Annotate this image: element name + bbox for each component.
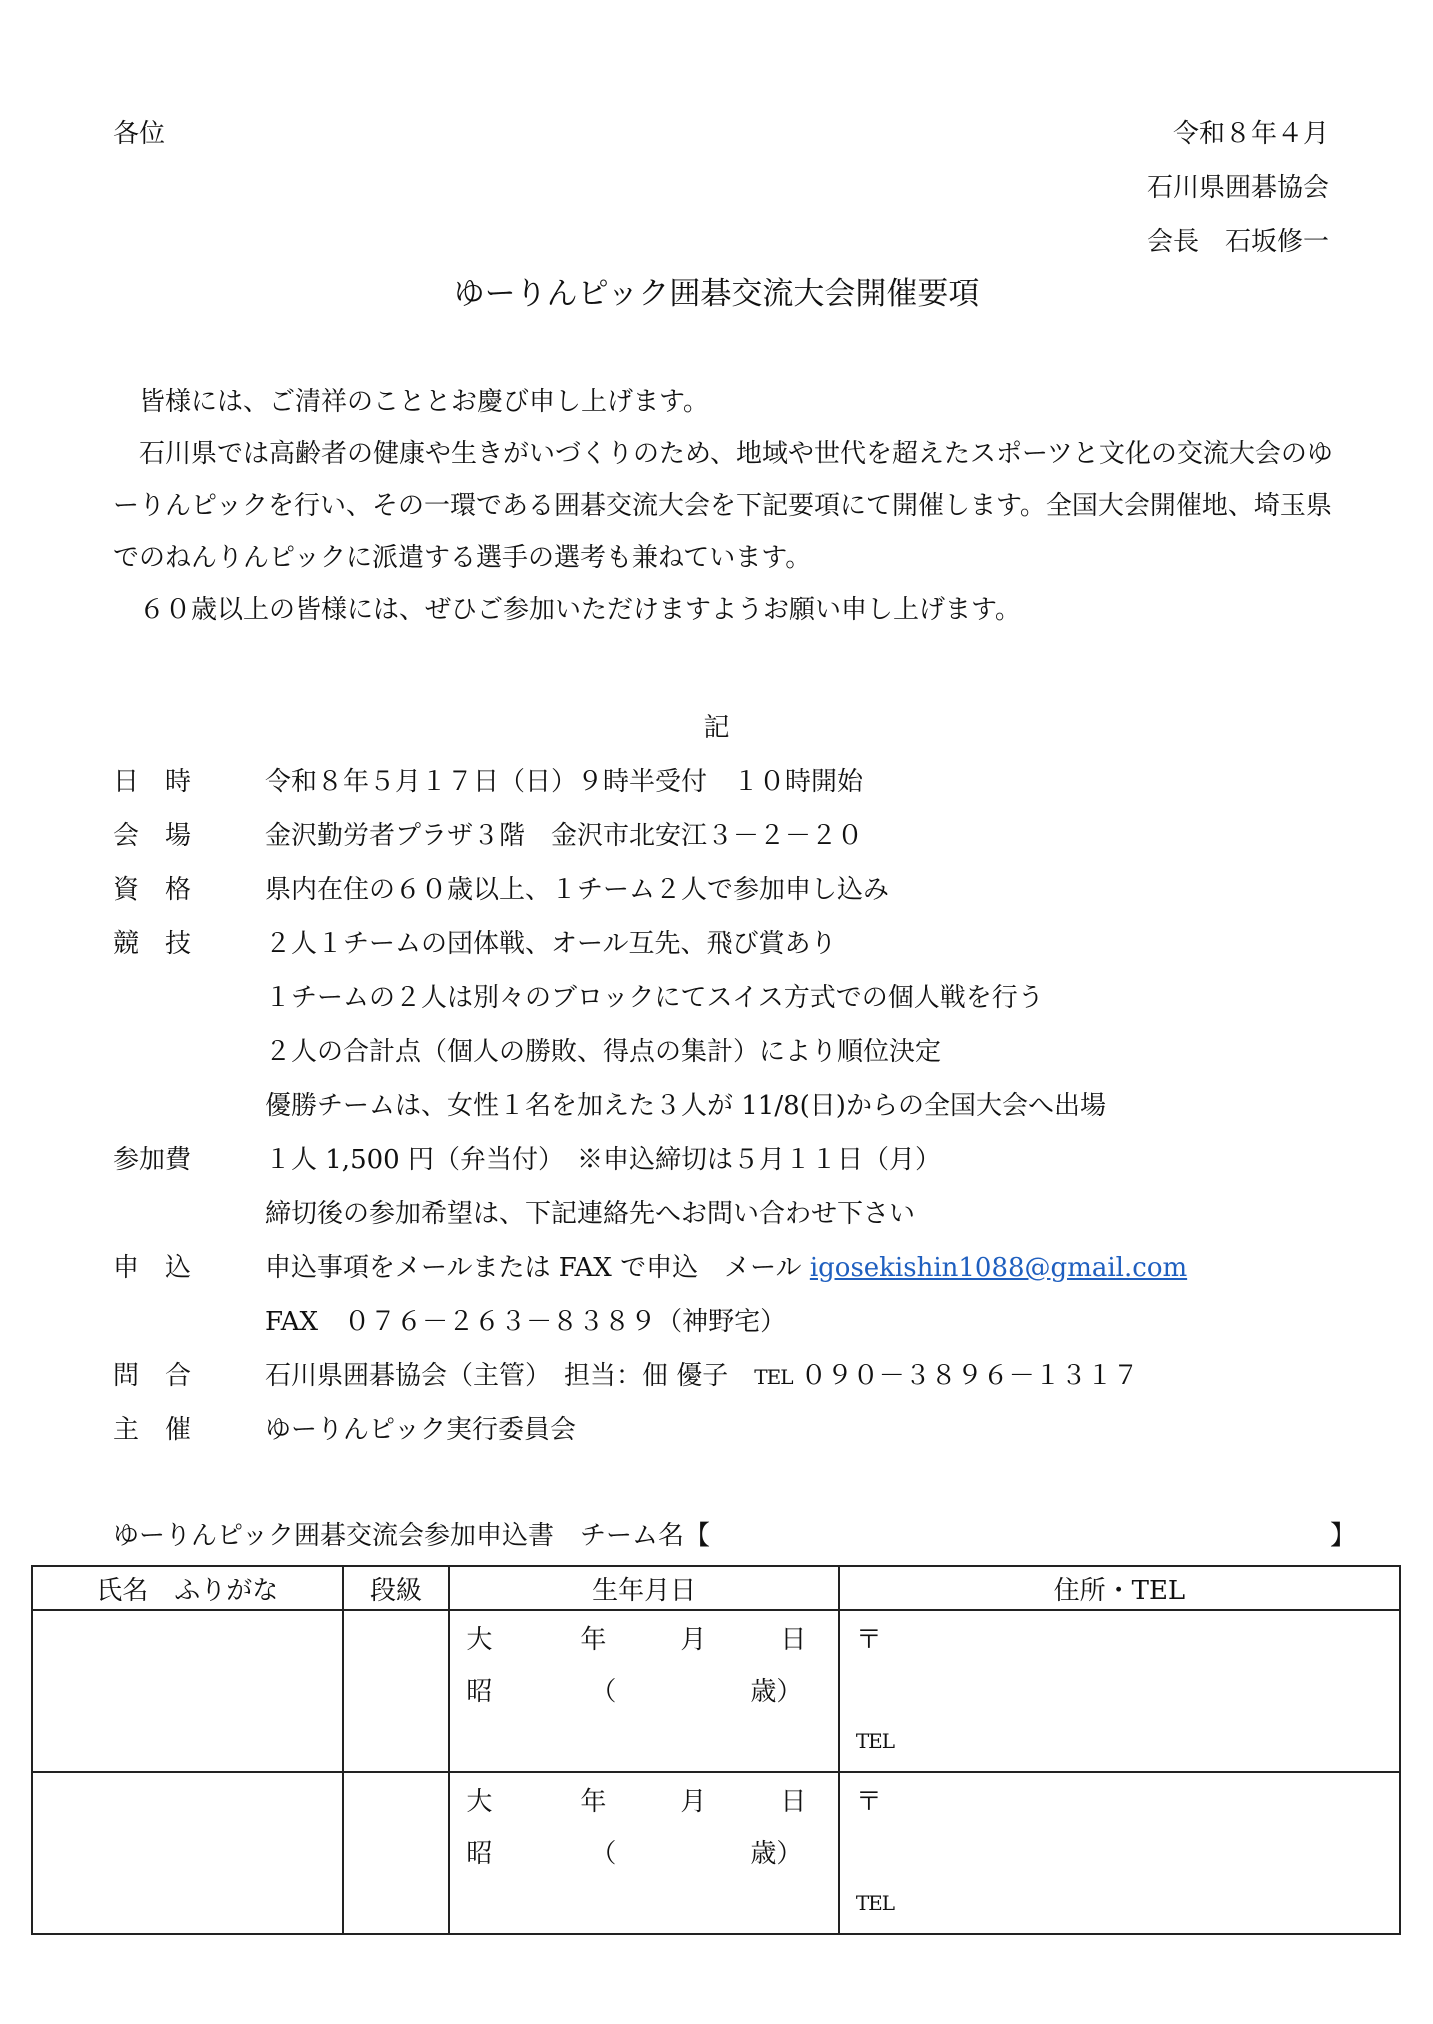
competition-line: 優勝チームは、女性１名を加えた３人が 11/8(日)からの全国大会へ出場 xyxy=(265,1091,1106,1121)
age-label: 歳） xyxy=(750,1677,803,1707)
intro-request: ６０歳以上の皆様には、ぜひご参加いただけますようお願い申し上げます。 xyxy=(113,595,1021,625)
column-header-rank: 段級 xyxy=(343,1566,450,1610)
contact-tel: ０９０－３８９６－１３１７ xyxy=(800,1361,1139,1391)
column-header-address xyxy=(839,1566,1400,1610)
dob-cell[interactable] xyxy=(449,1610,838,1772)
rank-cell[interactable] xyxy=(343,1610,450,1772)
venue-label: 会 場 xyxy=(113,821,192,851)
contact-label: 問 合 xyxy=(113,1361,192,1391)
column-header-dob: 生年月日 xyxy=(449,1566,838,1610)
contact-text: 石川県囲碁協会（主管） 担当：佃 優子 xyxy=(265,1361,755,1391)
addressee: 各位 xyxy=(113,119,166,149)
table-header-row xyxy=(32,1566,1400,1610)
datetime-label: 日 時 xyxy=(113,767,192,797)
day-label: 日 xyxy=(780,1625,807,1655)
address-header-text: 住所・TEL xyxy=(1053,1575,1186,1606)
address-cell[interactable] xyxy=(839,1610,1400,1772)
name-cell[interactable] xyxy=(32,1772,343,1934)
intro-section xyxy=(113,376,1338,636)
host-text: ゆーりんピック実行委員会 xyxy=(265,1415,576,1445)
email-link[interactable]: igosekishin1088@gmail.com xyxy=(809,1253,1188,1283)
eligibility-label: 資 格 xyxy=(113,875,192,905)
ki-heading: 記 xyxy=(703,713,730,743)
datetime-text: 令和８年５月１７日（日）９時半受付 １０時開始 xyxy=(265,767,864,797)
apply-text: 申込事項をメールまたは FAX で申込 メール xyxy=(265,1253,802,1283)
intro-greeting: 皆様には、ご清祥のこととお慶び申し上げます。 xyxy=(113,387,709,417)
issue-date: 令和８年４月 xyxy=(1172,119,1329,149)
era-showa: 昭 xyxy=(466,1839,493,1869)
column-header-name: 氏名 ふりがな xyxy=(32,1566,343,1610)
age-open: （ xyxy=(590,1677,617,1707)
fax-number: FAX ０７６－２６３－８３８９（神野宅） xyxy=(265,1307,787,1337)
age-label: 歳） xyxy=(750,1839,803,1869)
intro-body: 石川県では高齢者の健康や生きがいづくりのため、地域や世代を超えたスポーツと文化の交流大会のゆーりんピックを行い、その一環である囲碁交流大会を下記要項にて開催します。全国大会開催地、埼玉県でのねんりんピックに派遣する選手の選考も兼ねています。 xyxy=(113,439,1333,573)
table-row xyxy=(32,1772,1400,1934)
era-showa: 昭 xyxy=(466,1677,493,1707)
competition-line: ２人の合計点（個人の勝敗、得点の集計）により順位決定 xyxy=(265,1037,942,1067)
rank-cell[interactable] xyxy=(343,1772,450,1934)
form-heading-close: 】 xyxy=(1330,1521,1357,1551)
host-label: 主 催 xyxy=(113,1415,192,1445)
year-label: 年 xyxy=(580,1625,607,1655)
contact-line xyxy=(265,1358,1139,1395)
tel-mark: TEL xyxy=(754,1365,793,1389)
form-heading: ゆーりんピック囲碁交流会参加申込書 チーム名【 xyxy=(113,1521,710,1551)
age-open: （ xyxy=(590,1839,617,1869)
dob-cell[interactable] xyxy=(449,1772,838,1934)
era-taisho: 大 xyxy=(466,1787,493,1817)
month-label: 月 xyxy=(680,1625,707,1655)
tel-mark: TEL xyxy=(855,1729,895,1753)
address-cell[interactable] xyxy=(839,1772,1400,1934)
venue-text: 金沢勤労者プラザ３階 金沢市北安江３－２－２０ xyxy=(265,821,864,851)
apply-label: 申 込 xyxy=(113,1253,192,1283)
competition-label: 競 技 xyxy=(113,929,192,959)
name-cell[interactable] xyxy=(32,1610,343,1772)
fee-label: 参加費 xyxy=(113,1145,192,1175)
fee-text: １人 1,500 円（弁当付） ※申込締切は５月１１日（月） xyxy=(265,1145,941,1175)
table-row xyxy=(32,1610,1400,1772)
eligibility-text: 県内在住の６０歳以上、１チーム２人で参加申し込み xyxy=(265,875,890,905)
month-label: 月 xyxy=(680,1787,707,1817)
era-taisho: 大 xyxy=(466,1625,493,1655)
page-title: ゆーりんピック囲碁交流大会開催要項 xyxy=(453,276,980,312)
day-label: 日 xyxy=(780,1787,807,1817)
postal-mark: 〒 xyxy=(855,1625,882,1655)
competition-line: ２人１チームの団体戦、オール互先、飛び賞あり xyxy=(265,929,837,959)
entry-form-table xyxy=(31,1565,1401,1935)
organization-name: 石川県囲碁協会 xyxy=(1146,173,1329,203)
apply-line xyxy=(265,1250,1187,1286)
president-name: 会長 石坂修一 xyxy=(1146,227,1329,257)
competition-line: １チームの２人は別々のブロックにてスイス方式での個人戦を行う xyxy=(265,983,1044,1013)
postal-mark: 〒 xyxy=(855,1787,882,1817)
year-label: 年 xyxy=(580,1787,607,1817)
fee-note: 締切後の参加希望は、下記連絡先へお問い合わせ下さい xyxy=(265,1199,916,1229)
tel-mark: TEL xyxy=(855,1891,895,1915)
